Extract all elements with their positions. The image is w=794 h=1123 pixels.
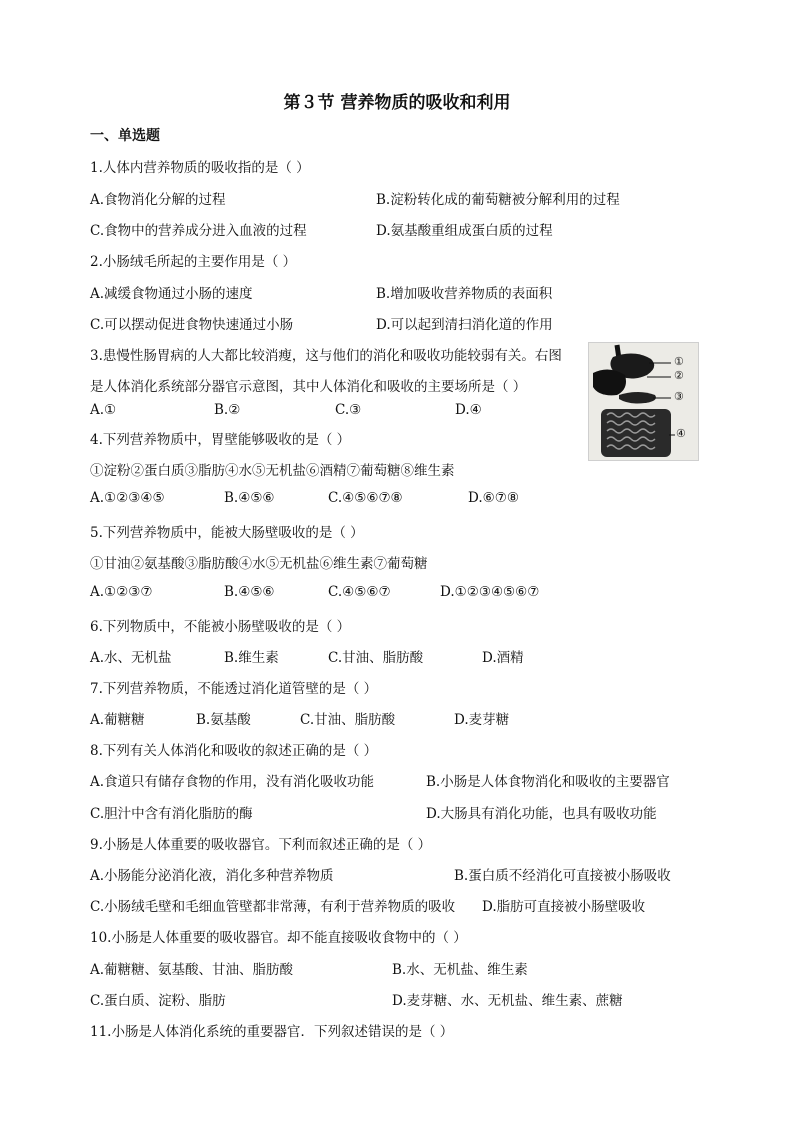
option-5c: C.④⑤⑥⑦ [328, 584, 391, 600]
option-5b: B.④⑤⑥ [224, 584, 275, 600]
option-5a: A.①②③⑦ [90, 584, 153, 600]
question-list-5: ①甘油②氨基酸③脂肪酸④水⑤无机盐⑥维生素⑦葡萄糖 [90, 556, 428, 572]
option-2c: C.可以摆动促进食物快速通过小肠 [90, 317, 294, 333]
option-1a: A.食物消化分解的过程 [90, 192, 226, 208]
question-stem-11: 11.小肠是人体消化系统的重要器官．下列叙述错误的是（ ） [90, 1024, 454, 1040]
option-10a: A.葡糖糖、氨基酸、甘油、脂肪酸 [90, 962, 294, 978]
question-stem-5: 5.下列营养物质中，能被大肠壁吸收的是（ ） [90, 525, 364, 541]
option-10b: B.水、无机盐、维生素 [392, 962, 528, 978]
option-4a: A.①②③④⑤ [90, 490, 165, 506]
figure-label-2: ② [674, 369, 684, 382]
question-stem-3-line-1: 3.患慢性肠胃病的人大都比较消瘦，这与他们的消化和吸收功能较弱有关。右图 [90, 348, 562, 364]
question-stem-3-line-2: 是人体消化系统部分器官示意图，其中人体消化和吸收的主要场所是（ ） [90, 379, 527, 395]
option-10d: D.麦芽糖、水、无机盐、维生素、蔗糖 [392, 993, 623, 1009]
option-2b: B.增加吸收营养物质的表面积 [376, 286, 553, 302]
option-1c: C.食物中的营养成分进入血液的过程 [90, 223, 307, 239]
option-4c: C.④⑤⑥⑦⑧ [328, 490, 403, 506]
option-7a: A.葡糖糖 [90, 712, 145, 728]
option-8c: C.胆汁中含有消化脂肪的酶 [90, 806, 253, 822]
option-4b: B.④⑤⑥ [224, 490, 275, 506]
section-heading: 一、单选题 [90, 128, 160, 144]
question-stem-9: 9.小肠是人体重要的吸收器官。下利而叙述正确的是（ ） [90, 837, 432, 853]
option-7d: D.麦芽糖 [454, 712, 510, 728]
question-stem-10: 10.小肠是人体重要的吸收器官。却不能直接吸收食物中的（ ） [90, 930, 467, 946]
question-stem-2: 2.小肠绒毛所起的主要作用是（ ） [90, 254, 297, 270]
option-6c: C.甘油、脂肪酸 [328, 650, 424, 666]
figure-label-3: ③ [674, 390, 684, 403]
option-1d: D.氨基酸重组成蛋白质的过程 [376, 223, 553, 239]
option-8b: B.小肠是人体食物消化和吸收的主要器官 [426, 774, 670, 790]
page-title: 第３节 营养物质的吸收和利用 [283, 93, 511, 113]
option-3c: C.③ [335, 402, 362, 418]
option-8d: D.大肠具有消化功能，也具有吸收功能 [426, 806, 657, 822]
option-9d: D.脂肪可直接被小肠壁吸收 [482, 899, 646, 915]
figure-label-1: ① [674, 355, 684, 368]
option-7b: B.氨基酸 [196, 712, 251, 728]
option-6b: B.维生素 [224, 650, 279, 666]
option-3b: B.② [214, 402, 241, 418]
question-stem-8: 8.下列有关人体消化和吸收的叙述正确的是（ ） [90, 743, 378, 759]
option-6d: D.酒精 [482, 650, 524, 666]
question-list-4: ①淀粉②蛋白质③脂肪④水⑤无机盐⑥酒精⑦葡萄糖⑧维生素 [90, 463, 455, 479]
option-1b: B.淀粉转化成的葡萄糖被分解利用的过程 [376, 192, 620, 208]
option-6a: A.水、无机盐 [90, 650, 172, 666]
figure-label-4: ④ [676, 427, 686, 440]
question-stem-1: 1.人体内营养物质的吸收指的是（ ） [90, 160, 310, 176]
option-9b: B.蛋白质不经消化可直接被小肠吸收 [454, 868, 671, 884]
question-stem-6: 6.下列物质中，不能被小肠壁吸收的是（ ） [90, 619, 351, 635]
option-9c: C.小肠绒毛壁和毛细血管壁都非常薄，有利于营养物质的吸收 [90, 899, 456, 915]
option-3a: A.① [90, 402, 117, 418]
option-10c: C.蛋白质、淀粉、脂肪 [90, 993, 226, 1009]
option-2a: A.减缓食物通过小肠的速度 [90, 286, 253, 302]
question-stem-7: 7.下列营养物质，不能透过消化道管壁的是（ ） [90, 681, 378, 697]
option-3d: D.④ [455, 402, 482, 418]
question-stem-4: 4.下列营养物质中，胃壁能够吸收的是（ ） [90, 432, 351, 448]
option-9a: A.小肠能分泌消化液，消化多种营养物质 [90, 868, 334, 884]
option-8a: A.食道只有储存食物的作用，没有消化吸收功能 [90, 774, 375, 790]
digestive-system-figure [588, 342, 699, 461]
option-4d: D.⑥⑦⑧ [468, 490, 519, 506]
option-5d: D.①②③④⑤⑥⑦ [440, 584, 540, 600]
option-7c: C.甘油、脂肪酸 [300, 712, 396, 728]
option-2d: D.可以起到清扫消化道的作用 [376, 317, 553, 333]
